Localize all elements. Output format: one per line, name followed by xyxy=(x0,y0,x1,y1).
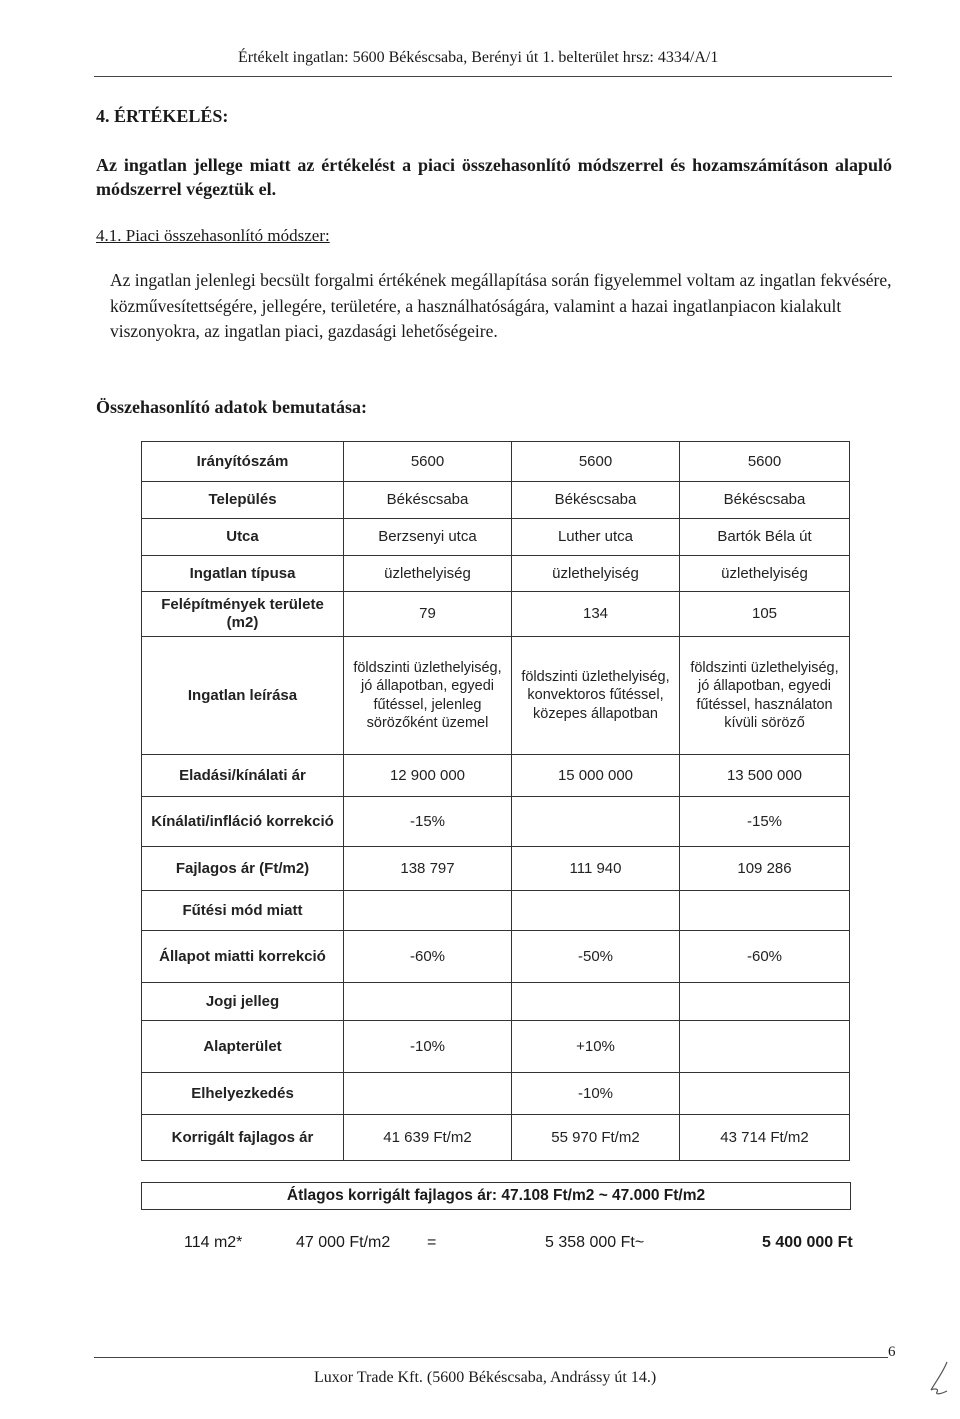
table-cell: Békéscsaba xyxy=(344,482,512,519)
footer-company: Luxor Trade Kft. (5600 Békéscsaba, Andrássy út 14.) xyxy=(314,1369,657,1386)
row-label: Felépítmények területe (m2) xyxy=(142,592,344,637)
table-cell: 5600 xyxy=(344,442,512,482)
row-label: Irányítószám xyxy=(142,442,344,482)
intro-paragraph: Az ingatlan jellege miatt az értékelést a piaci összehasonlító módszerrel és hozamszámításon alapuló módszerrel végeztük el. xyxy=(96,155,892,199)
table-cell xyxy=(680,983,850,1021)
table-cell xyxy=(680,1021,850,1073)
table-cell: -10% xyxy=(512,1073,680,1115)
table-cell: 109 286 xyxy=(680,847,850,891)
table-cell: -60% xyxy=(344,931,512,983)
signature-icon xyxy=(925,1358,955,1398)
row-label: Állapot miatti korrekció xyxy=(142,931,344,983)
table-row xyxy=(142,847,850,891)
sub-heading: 4.1. Piaci összehasonlító módszer: xyxy=(96,226,330,245)
table-cell: -15% xyxy=(680,797,850,847)
table-cell: +10% xyxy=(512,1021,680,1073)
table-cell: 41 639 Ft/m2 xyxy=(344,1115,512,1161)
header-rule xyxy=(94,76,892,77)
calc-equals: = xyxy=(427,1234,437,1251)
row-label: Alapterület xyxy=(142,1021,344,1073)
table-cell: 13 500 000 xyxy=(680,755,850,797)
table-cell xyxy=(680,1073,850,1115)
row-label: Ingatlan leírása xyxy=(142,637,344,755)
table-row xyxy=(142,931,850,983)
table-cell: 105 xyxy=(680,592,850,637)
table-cell: -10% xyxy=(344,1021,512,1073)
comparison-table xyxy=(141,441,850,1161)
table-cell: 79 xyxy=(344,592,512,637)
table-cell: 15 000 000 xyxy=(512,755,680,797)
table-cell xyxy=(344,983,512,1021)
table-cell: földszinti üzlethelyiség, jó állapotban, egyedi fűtéssel, jelenleg sörözőként üzemel xyxy=(344,637,512,755)
row-label: Ingatlan típusa xyxy=(142,556,344,592)
table-cell: 138 797 xyxy=(344,847,512,891)
table-row xyxy=(142,1073,850,1115)
table-cell: 111 940 xyxy=(512,847,680,891)
table-row xyxy=(142,1115,850,1161)
row-label: Település xyxy=(142,482,344,519)
table-cell: -60% xyxy=(680,931,850,983)
table-cell xyxy=(512,983,680,1021)
row-label: Utca xyxy=(142,519,344,556)
row-label: Korrigált fajlagos ár xyxy=(142,1115,344,1161)
table-row xyxy=(142,1021,850,1073)
table-cell xyxy=(680,891,850,931)
table-row xyxy=(142,797,850,847)
table-cell xyxy=(512,891,680,931)
section-heading: 4. ÉRTÉKELÉS: xyxy=(96,106,229,126)
table-cell: üzlethelyiség xyxy=(680,556,850,592)
footer-rule xyxy=(94,1357,888,1358)
calc-product: 5 358 000 Ft~ xyxy=(545,1234,645,1251)
table-row xyxy=(142,519,850,556)
table-cell: 5600 xyxy=(512,442,680,482)
table-cell: 55 970 Ft/m2 xyxy=(512,1115,680,1161)
table-cell: Békéscsaba xyxy=(512,482,680,519)
page-header: Értékelt ingatlan: 5600 Békéscsaba, Berényi út 1. belterület hrsz: 4334/A/1 xyxy=(238,49,719,66)
calc-area: 114 m2* xyxy=(184,1234,243,1251)
row-label: Eladási/kínálati ár xyxy=(142,755,344,797)
table-row xyxy=(142,442,850,482)
row-label: Kínálati/infláció korrekció xyxy=(142,797,344,847)
table-row xyxy=(142,755,850,797)
table-cell: földszinti üzlethelyiség, jó állapotban, egyedi fűtéssel, használaton kívüli söröző xyxy=(680,637,850,755)
table-row xyxy=(142,637,850,755)
table-row xyxy=(142,592,850,637)
table-cell: földszinti üzlethelyiség, konvektoros fűtéssel, közepes állapotban xyxy=(512,637,680,755)
table-cell: üzlethelyiség xyxy=(512,556,680,592)
table-cell: üzlethelyiség xyxy=(344,556,512,592)
page-number: 6 xyxy=(888,1344,896,1360)
table-row xyxy=(142,983,850,1021)
table-cell: Bartók Béla út xyxy=(680,519,850,556)
calc-unit-price: 47 000 Ft/m2 xyxy=(296,1234,391,1251)
table-cell: 43 714 Ft/m2 xyxy=(680,1115,850,1161)
table-cell: -50% xyxy=(512,931,680,983)
row-label: Jogi jelleg xyxy=(142,983,344,1021)
table-cell xyxy=(344,1073,512,1115)
table-cell: -15% xyxy=(344,797,512,847)
row-label: Fajlagos ár (Ft/m2) xyxy=(142,847,344,891)
table-cell: 5600 xyxy=(680,442,850,482)
table-cell: 134 xyxy=(512,592,680,637)
row-label: Fűtési mód miatt xyxy=(142,891,344,931)
table-cell: Békéscsaba xyxy=(680,482,850,519)
calc-result: 5 400 000 Ft xyxy=(762,1234,853,1251)
body-paragraph: Az ingatlan jelenlegi becsült forgalmi értékének megállapítása során figyelemmel voltam az ingatlan fekvésére, közművesítettségére, jellegére, területére, a használhatóságára, valamint a hazai ingatlanpiacon kialakult viszonyokra, az ingatlan piaci, gazdasági lehetőségeire. xyxy=(110,270,892,341)
table-row xyxy=(142,482,850,519)
table-row xyxy=(142,891,850,931)
table-cell xyxy=(512,797,680,847)
table-cell: Luther utca xyxy=(512,519,680,556)
table-cell: 12 900 000 xyxy=(344,755,512,797)
table-cell xyxy=(344,891,512,931)
data-heading: Összehasonlító adatok bemutatása: xyxy=(96,397,368,417)
table-row xyxy=(142,556,850,592)
row-label: Elhelyezkedés xyxy=(142,1073,344,1115)
average-price-box: Átlagos korrigált fajlagos ár: 47.108 Ft/m2 ~ 47.000 Ft/m2 xyxy=(141,1182,851,1210)
table-cell: Berzsenyi utca xyxy=(344,519,512,556)
